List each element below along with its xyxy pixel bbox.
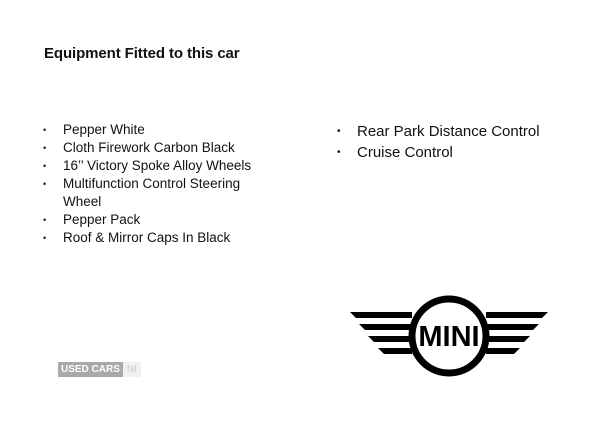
equipment-list-right (337, 121, 567, 163)
list-item (43, 211, 253, 229)
watermark-ni: NI (123, 362, 141, 377)
left-wing-bar-4 (378, 348, 412, 354)
equipment-list-left (43, 121, 253, 247)
bullet-icon: • (43, 161, 47, 171)
right-wing-bar-2 (486, 324, 539, 330)
watermark (58, 362, 141, 377)
list-item (337, 121, 567, 142)
page-title: Equipment Fitted to this car (44, 45, 240, 62)
bullet-icon: • (43, 215, 47, 225)
watermark-used-cars: USED CARS (58, 362, 123, 377)
equipment-item-label: Multifunction Control Steering Wheel (63, 176, 241, 209)
left-wing-bar-2 (359, 324, 412, 330)
list-item (43, 139, 253, 157)
right-wing-bar-1 (486, 312, 548, 318)
equipment-item-label: Rear Park Distance Control (357, 123, 540, 140)
list-item (43, 229, 253, 247)
left-wing-bar-3 (368, 336, 412, 342)
mini-logo (350, 290, 548, 382)
right-wing-bar-3 (486, 336, 530, 342)
bullet-icon: • (337, 126, 341, 137)
bullet-icon: • (43, 125, 47, 135)
bullet-icon: • (43, 233, 47, 243)
bullet-icon: • (43, 143, 47, 153)
bullet-icon: • (43, 179, 47, 189)
list-item (337, 142, 567, 163)
list-item (43, 175, 253, 211)
right-wing-bar-4 (486, 348, 520, 354)
list-item (43, 121, 253, 139)
left-wing-bar-1 (350, 312, 412, 318)
equipment-item-label: Pepper White (63, 122, 145, 137)
equipment-item-label: 16’’ Victory Spoke Alloy Wheels (63, 158, 252, 173)
equipment-item-label: Roof & Mirror Caps In Black (63, 230, 231, 245)
logo-text: MINI (418, 321, 480, 353)
bullet-icon: • (337, 147, 341, 158)
list-item (43, 157, 253, 175)
equipment-item-label: Cloth Firework Carbon Black (63, 140, 235, 155)
equipment-item-label: Cruise Control (357, 144, 453, 161)
equipment-item-label: Pepper Pack (63, 212, 141, 227)
